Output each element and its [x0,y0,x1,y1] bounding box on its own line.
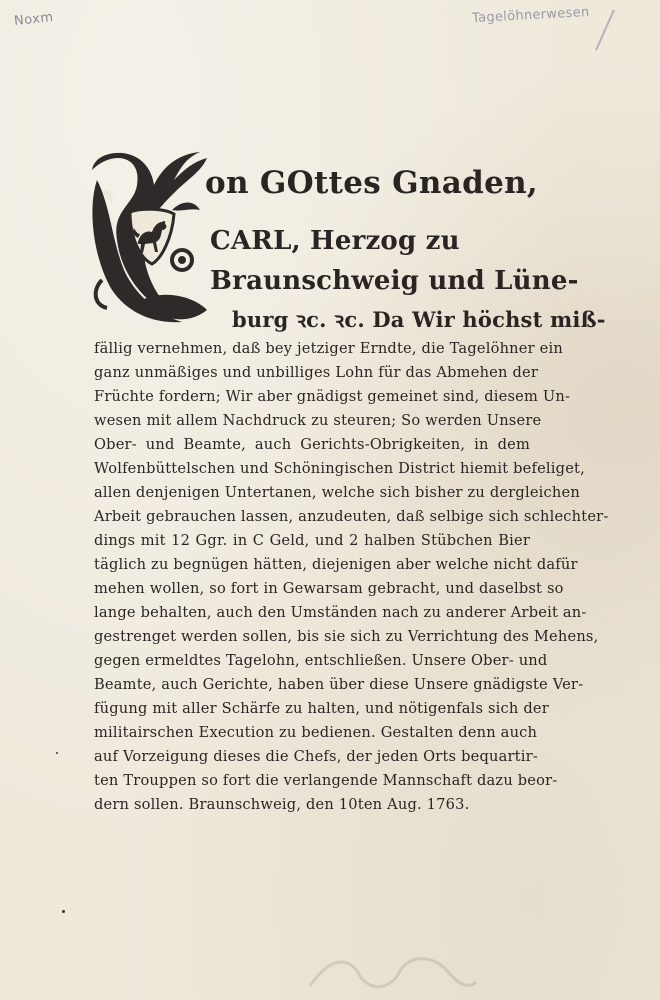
body-line: gestrenget werden sollen, bis sie sich zu Verrichtung des Mehens, [94,628,599,645]
closing-line: dern sollen. Braunschweig, den 10ten Aug. 1763. [94,796,470,813]
territory-line: Braunschweig und Lüne- [210,266,579,296]
body-line: mehen wollen, so fort in Gewarsam gebracht, und daselbst so [94,580,564,597]
body-line: Beamte, auch Gerichte, haben über diese Unsere gnädigste Ver- [94,676,584,693]
body-line: fügung mit aller Schärfe zu halten, und nötigenfals sich der [94,700,549,717]
body-line: allen denjenigen Untertanen, welche sich bisher zu dergleichen [94,484,580,501]
body-line: auf Vorzeigung dieses die Chefs, der jeden Orts bequartir- [94,748,538,765]
body-line: dings mit 12 Ggr. in C Geld, und 2 halben Stübchen Bier [94,532,530,549]
decree-heading [205,160,545,206]
opening-line: burg ꝛc. ꝛc. Da Wir höchst miß- [232,307,606,332]
ink-speck [56,752,58,754]
decorated-initial [82,150,212,326]
body-line: wesen mit allem Nachdruck zu steuren; So werden Unsere [94,412,542,429]
body-line: Früchte fordern; Wir aber gnädigst gemeinet sind, diesem Un- [94,388,571,405]
body-line: Ober- und Beamte, auch Gerichts-Obrigkeiten, in dem [94,436,530,453]
ruler-line: CARL, Herzog zu [210,226,460,256]
pencil-tick-mark [595,9,615,50]
horse-emblem-icon [82,150,212,326]
heading-text: on GOttes Gnaden, [205,165,539,201]
ink-speck [62,910,65,913]
paper-watermark [300,946,480,996]
body-line: Arbeit gebrauchen lassen, anzudeuten, daß selbige sich schlechter- [94,508,609,525]
body-line: fällig vernehmen, daß bey jetziger Erndte, die Tagelöhner ein [94,340,563,357]
body-line: gegen ermeldtes Tagelohn, entschließen. Unsere Ober- und [94,652,548,669]
body-line: täglich zu begnügen hätten, diejenigen aber welche nicht dafür [94,556,578,573]
body-line: lange behalten, auch den Umständen nach zu anderer Arbeit an- [94,604,587,621]
body-line: ten Trouppen so fort die verlangende Mannschaft dazu beor- [94,772,558,789]
catalog-note: Tagelöhnerwesen [471,4,590,27]
body-line: militairschen Execution zu bedienen. Gestalten denn auch [94,724,538,741]
body-line: ganz unmäßiges und unbilliges Lohn für das Abmehen der [94,364,539,381]
archive-mark: Noxm [13,9,55,30]
body-line: Wolfenbüttelschen und Schöningischen District hiemit befeliget, [94,460,585,477]
